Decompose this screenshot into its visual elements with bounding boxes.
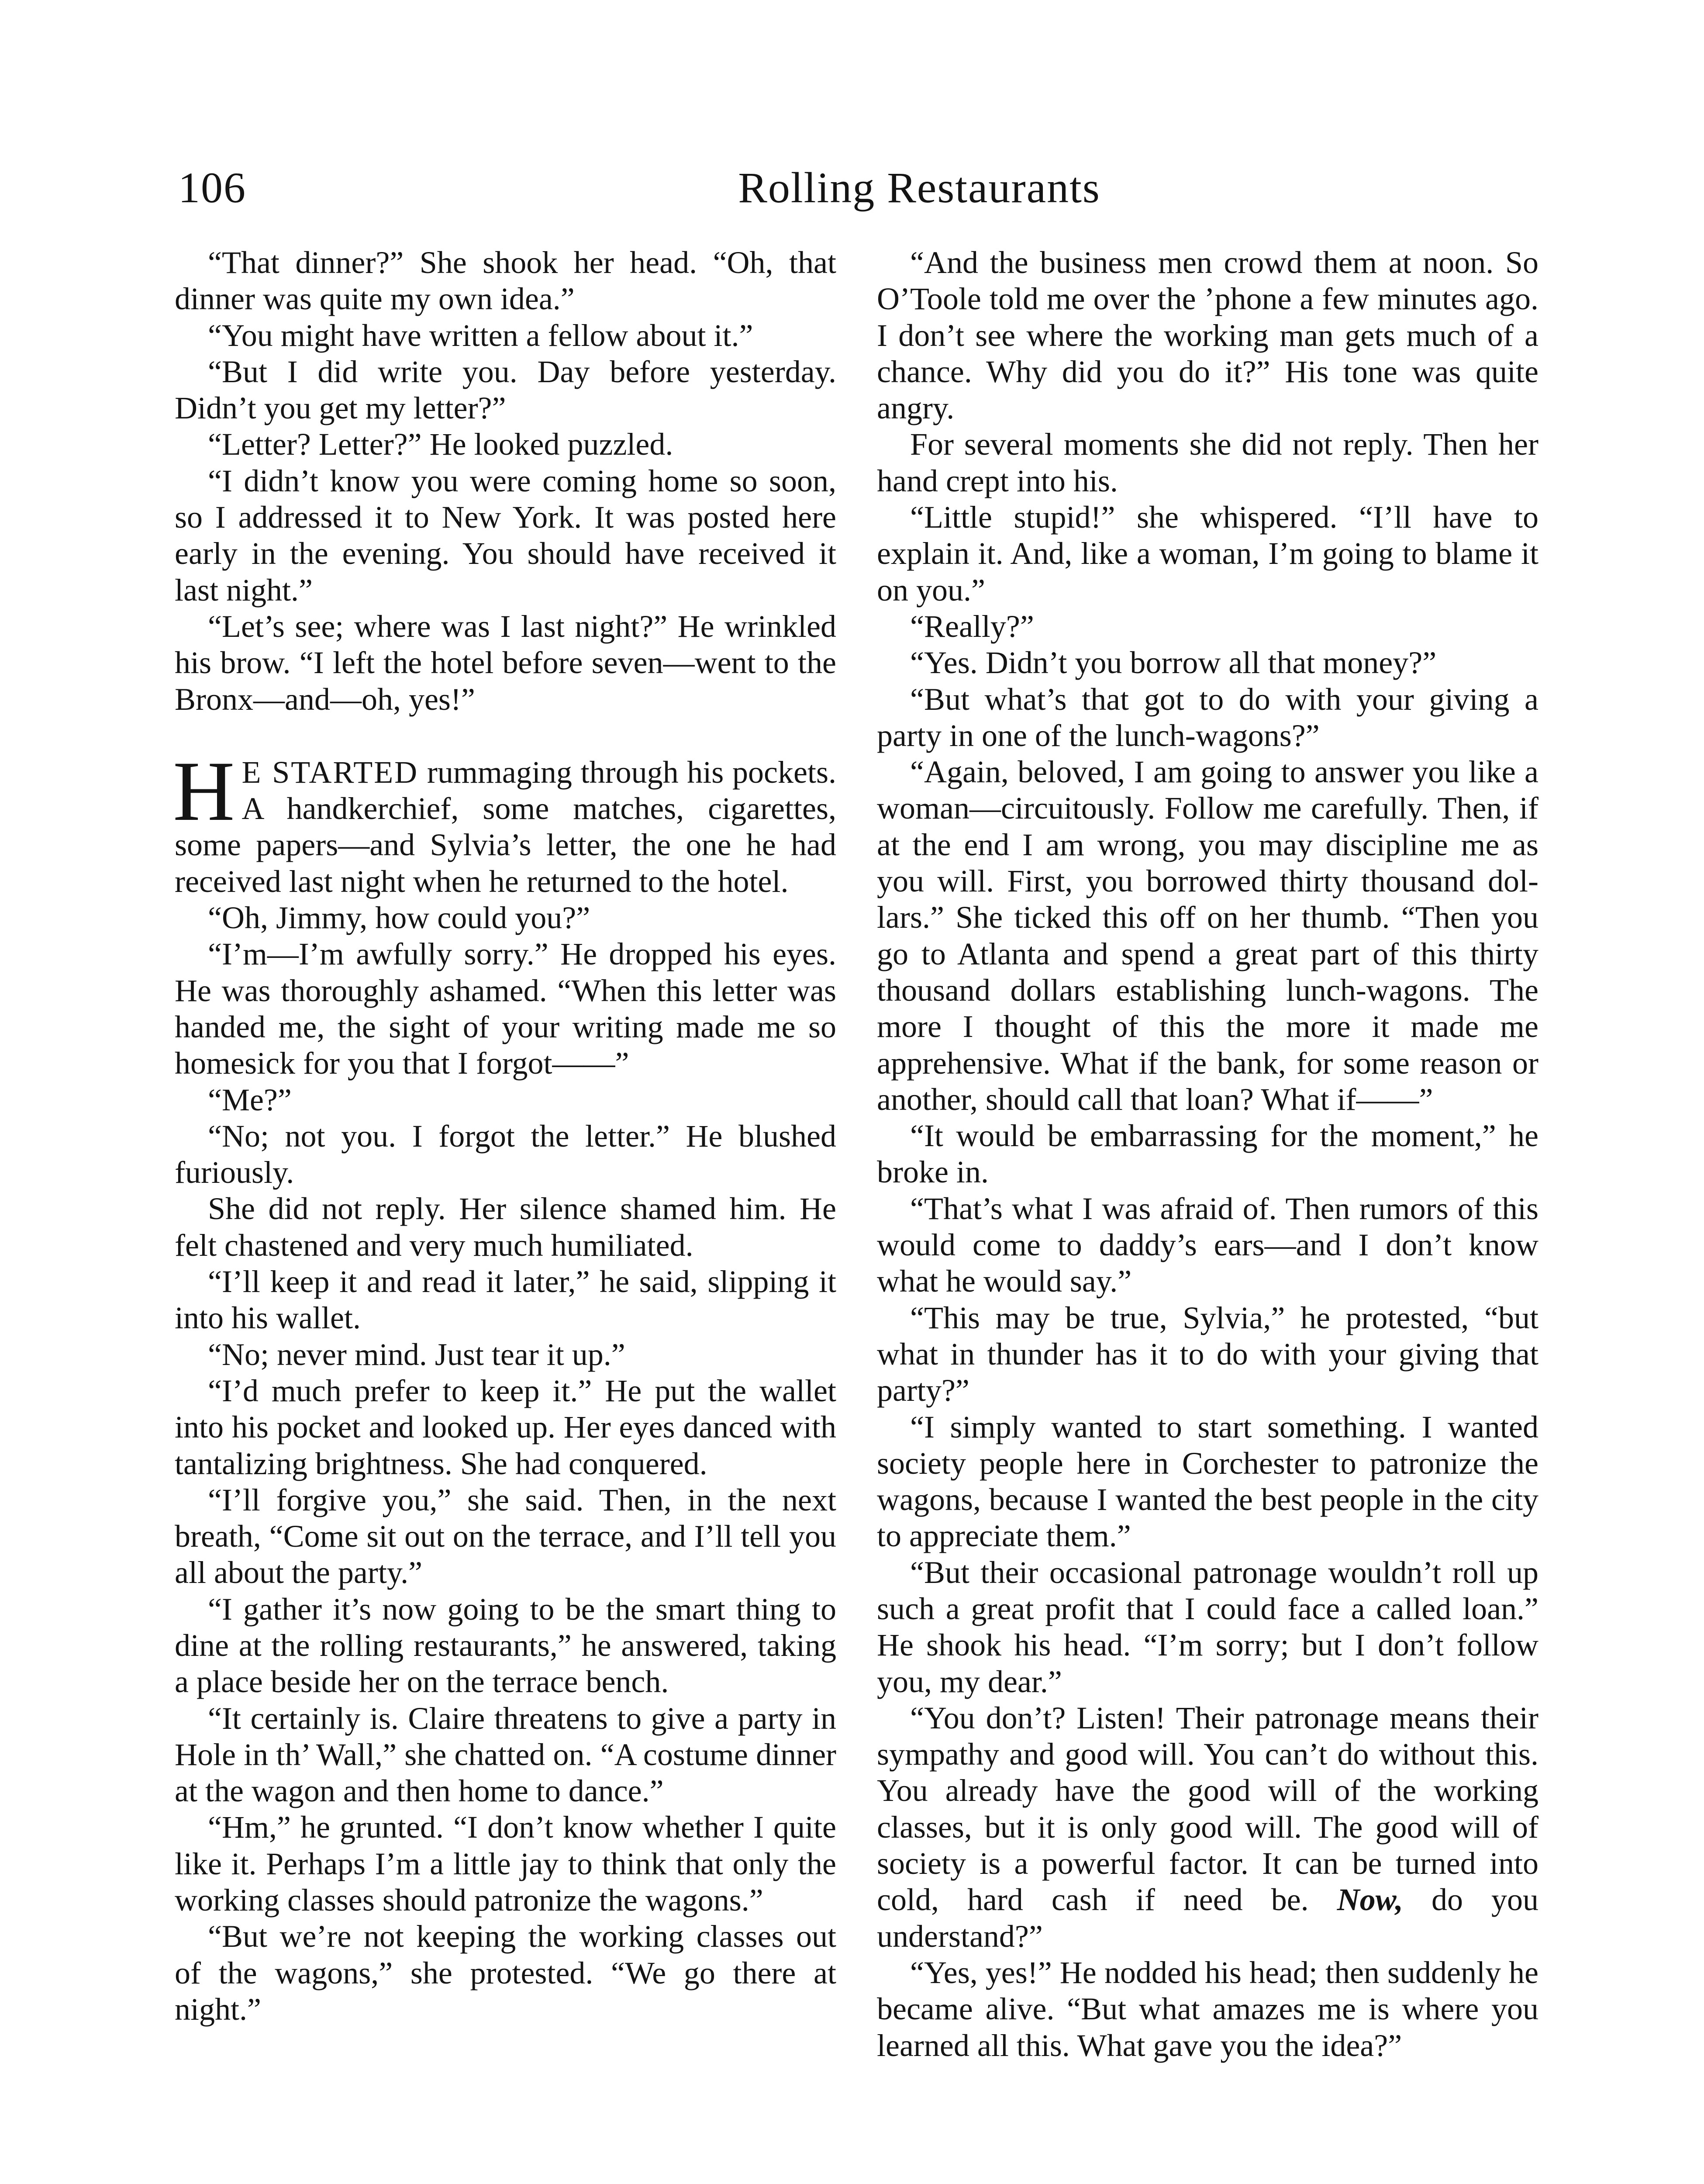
paragraph: “But we’re not keeping the working classes out of the wagons,” she protested. “We go there at night.” <box>175 1919 836 2027</box>
right-column <box>877 245 1538 2064</box>
emphasized-word: Now, <box>1337 1882 1404 1918</box>
paragraph: “This may be true, Sylvia,” he protested, “but what in thunder has it to do with your giving that party?” <box>877 1300 1538 1408</box>
small-caps-lead: E STARTED <box>241 754 419 790</box>
paragraph: “Again, beloved, I am going to answer you like a woman—circuitously. Follow me carefully. Then, if at the end I am wrong, you may discipline me as you will. First, you borrowed thirty thousand dollars.” She ticked this off on her thumb. “Then you go to Atlanta and spend a great part of this thirty thousand dollars establishing lunch-wagons. The more I thought of this the more it made me apprehensive. What if the bank, for some reason or another, should call that loan? What if——” <box>877 754 1538 1117</box>
paragraph: “But what’s that got to do with your giving a party in one of the lunch-wagons?” <box>877 681 1538 753</box>
paragraph: “But I did write you. Day before yesterday. Didn’t you get my letter?” <box>175 354 836 426</box>
paragraph: “Me?” <box>208 1082 292 1117</box>
paragraph: “No; never mind. Just tear it up.” <box>208 1337 625 1372</box>
paragraph: “It certainly is. Claire threatens to give a party in Hole in th’ Wall,” she chatted on. “A costume dinner at the wagon and then home to dance.” <box>175 1700 836 1809</box>
paragraph: “Oh, Jimmy, how could you?” <box>208 900 590 936</box>
paragraph: “Little stupid!” she whispered. “I’ll have to explain it. And, like a woman, I’m going to blame it on you.” <box>877 500 1538 608</box>
paragraph: “Letter? Letter?” He looked puzzled. <box>208 427 673 462</box>
paragraph: “That’s what I was afraid of. Then rumors of this would come to daddy’s ears—and I don’t know what he would say.” <box>877 1191 1538 1299</box>
section-text: rummaging through his pockets. A handkerchief, some matches, cigarettes, some papers—and Sylvia’s letter, the one he had received last night when he returned to the hotel. <box>175 754 836 899</box>
drop-cap: H <box>173 743 235 839</box>
page-number: 106 <box>178 163 246 212</box>
section-opening-paragraph <box>173 743 836 900</box>
emphasis-paragraph <box>877 1700 1538 1955</box>
emphasis-paragraph-before: “You don’t? Listen! Their patronage means their sympathy and good will. You can’t do without this. You already have the good will of the working classes, but it is only good will. The good will of society is a powerful factor. It can be turned into cold, hard cash if need be. <box>877 1700 1538 1918</box>
paragraph: “I’ll forgive you,” she said. Then, in the next breath, “Come sit out on the terrace, and I’ll tell you all about the party.” <box>175 1482 836 1590</box>
paragraph: “I gather it’s now going to be the smart thing to dine at the rolling restaurants,” he answered, taking a place beside her on the terrace bench. <box>175 1591 836 1700</box>
paragraph: “And the business men crowd them at noon. So O’Toole told me over the ’phone a few minutes ago. I don’t see where the working man gets much of a chance. Why did you do it?” His tone was quite angry. <box>877 245 1538 426</box>
final-paragraph: “Yes, yes!” He nodded his head; then suddenly he became alive. “But what amazes me is where you learned all this. What gave you the idea?” <box>877 1955 1538 2063</box>
paragraph: “I’d much prefer to keep it.” He put the wallet into his pocket and looked up. Her eyes danced with tantalizing brightness. She had conquered. <box>175 1373 836 1481</box>
paragraph: “Really?” <box>910 608 1034 644</box>
running-head: Rolling Restaurants <box>738 163 1100 212</box>
paragraph: “You might have written a fellow about it.” <box>208 318 753 353</box>
emphasis-paragraph-after: do you understand?” <box>877 1882 1539 1954</box>
paragraph: “Yes. Didn’t you borrow all that money?” <box>910 645 1437 681</box>
paragraph: “I’ll keep it and read it later,” he said, slipping it into his wallet. <box>175 1264 836 1336</box>
paragraph: “I didn’t know you were coming home so soon, so I addressed it to New York. It was posted here early in the evening. You should have received it last night.” <box>175 463 836 608</box>
paragraph: “It would be embarrassing for the moment,” he broke in. <box>877 1118 1538 1190</box>
paragraph: “Let’s see; where was I last night?” He wrinkled his brow. “I left the hotel before seven—went to the Bronx—and—oh, yes!” <box>175 608 836 717</box>
paragraph: She did not reply. Her silence shamed him. He felt chastened and very much humiliated. <box>175 1191 836 1263</box>
left-column <box>175 245 836 2028</box>
paragraph: “Hm,” he grunted. “I don’t know whether I quite like it. Perhaps I’m a little jay to think that only the working classes should patronize the wagons.” <box>175 1810 836 1918</box>
paragraph: “That dinner?” She shook her head. “Oh, that dinner was quite my own idea.” <box>175 245 836 317</box>
paragraph: “But their occasional patronage wouldn’t roll up such a great profit that I could face a called loan.” He shook his head. “I’m sorry; but I don’t follow you, my dear.” <box>877 1555 1538 1699</box>
paragraph: For several moments she did not reply. Then her hand crept into his. <box>877 427 1538 498</box>
paragraph: “I’m—I’m awfully sorry.” He dropped his eyes. He was thoroughly ashamed. “When this letter was handed me, the sight of your writing made me so homesick for you that I forgot——” <box>175 936 836 1081</box>
paragraph: “No; not you. I forgot the letter.” He blushed furiously. <box>175 1118 836 1190</box>
paragraph: “I simply wanted to start something. I wanted society people here in Corchester to patronize the wagons, because I wanted the best people in the city to appreciate them.” <box>877 1409 1538 1554</box>
